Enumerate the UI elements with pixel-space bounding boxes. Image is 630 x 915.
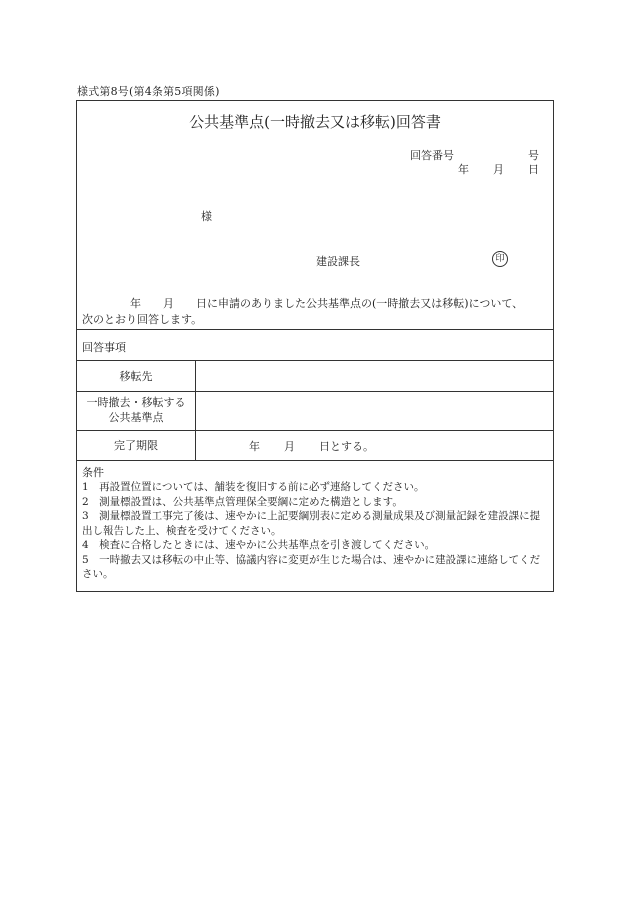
target-point-label-line-2: 公共基準点 bbox=[108, 411, 164, 424]
intro-month: 月 bbox=[163, 297, 174, 310]
divider-line bbox=[77, 360, 553, 361]
deadline-day-text: 日とする。 bbox=[319, 440, 374, 453]
answer-number-suffix: 号 bbox=[528, 149, 539, 162]
intro-line-1 bbox=[82, 296, 550, 312]
condition-item: 2 測量標設置は、公共基準点管理保全要綱に定めた構造とします。 bbox=[82, 495, 403, 508]
answer-number-label: 回答番号 bbox=[410, 149, 454, 162]
target-point-label-line-1: 一時撤去・移転する bbox=[86, 396, 186, 409]
addressee-suffix: 様 bbox=[201, 210, 212, 223]
conditions-list bbox=[82, 480, 550, 582]
divider-line bbox=[77, 391, 553, 392]
condition-item: 4 検査に合格したときには、速やかに公共基準点を引き渡してください。 bbox=[82, 539, 436, 551]
form-number-label: 様式第8号(第4条第5項関係) bbox=[77, 85, 220, 98]
intro-year: 年 bbox=[130, 297, 141, 310]
date-month-label: 月 bbox=[493, 163, 504, 176]
date-year-label: 年 bbox=[458, 163, 469, 176]
form-title: 公共基準点(一時撤去又は移転)回答書 bbox=[189, 113, 441, 131]
deadline-label: 完了期限 bbox=[114, 439, 158, 452]
condition-item: 5 一時撤去又は移転の中止等、協議内容に変更が生じた場合は、速やかに建設課に連絡してください。 bbox=[82, 553, 541, 580]
condition-item: 3 測量標設置工事完了後は、速やかに上記要綱別表に定める測量成果及び測量記録を建設課に提出し報告した上、検査を受けてください。 bbox=[82, 510, 541, 537]
divider-line bbox=[77, 329, 553, 330]
divider-line bbox=[77, 460, 553, 461]
intro-text bbox=[82, 296, 550, 328]
conditions-title: 条件 bbox=[82, 466, 104, 479]
deadline-year: 年 bbox=[249, 440, 260, 453]
target-point-label bbox=[77, 395, 195, 425]
condition-item: 1 再設置位置については、舗装を復旧する前に必ず連絡してください。 bbox=[82, 481, 425, 493]
answer-items-label: 回答事項 bbox=[82, 341, 126, 354]
intro-request-text: 日に申請のありました公共基準点の(一時撤去又は移転)について、 bbox=[196, 297, 524, 310]
answer-form bbox=[76, 100, 554, 592]
table-column-divider bbox=[195, 360, 196, 460]
deadline-month: 月 bbox=[284, 440, 295, 453]
seal-mark: 印 bbox=[492, 251, 508, 267]
divider-line bbox=[77, 430, 553, 431]
date-day-label: 日 bbox=[528, 163, 539, 176]
destination-label: 移転先 bbox=[119, 370, 153, 383]
issuer-title: 建設課長 bbox=[316, 255, 360, 268]
intro-line-2: 次のとおり回答します。 bbox=[82, 313, 203, 326]
